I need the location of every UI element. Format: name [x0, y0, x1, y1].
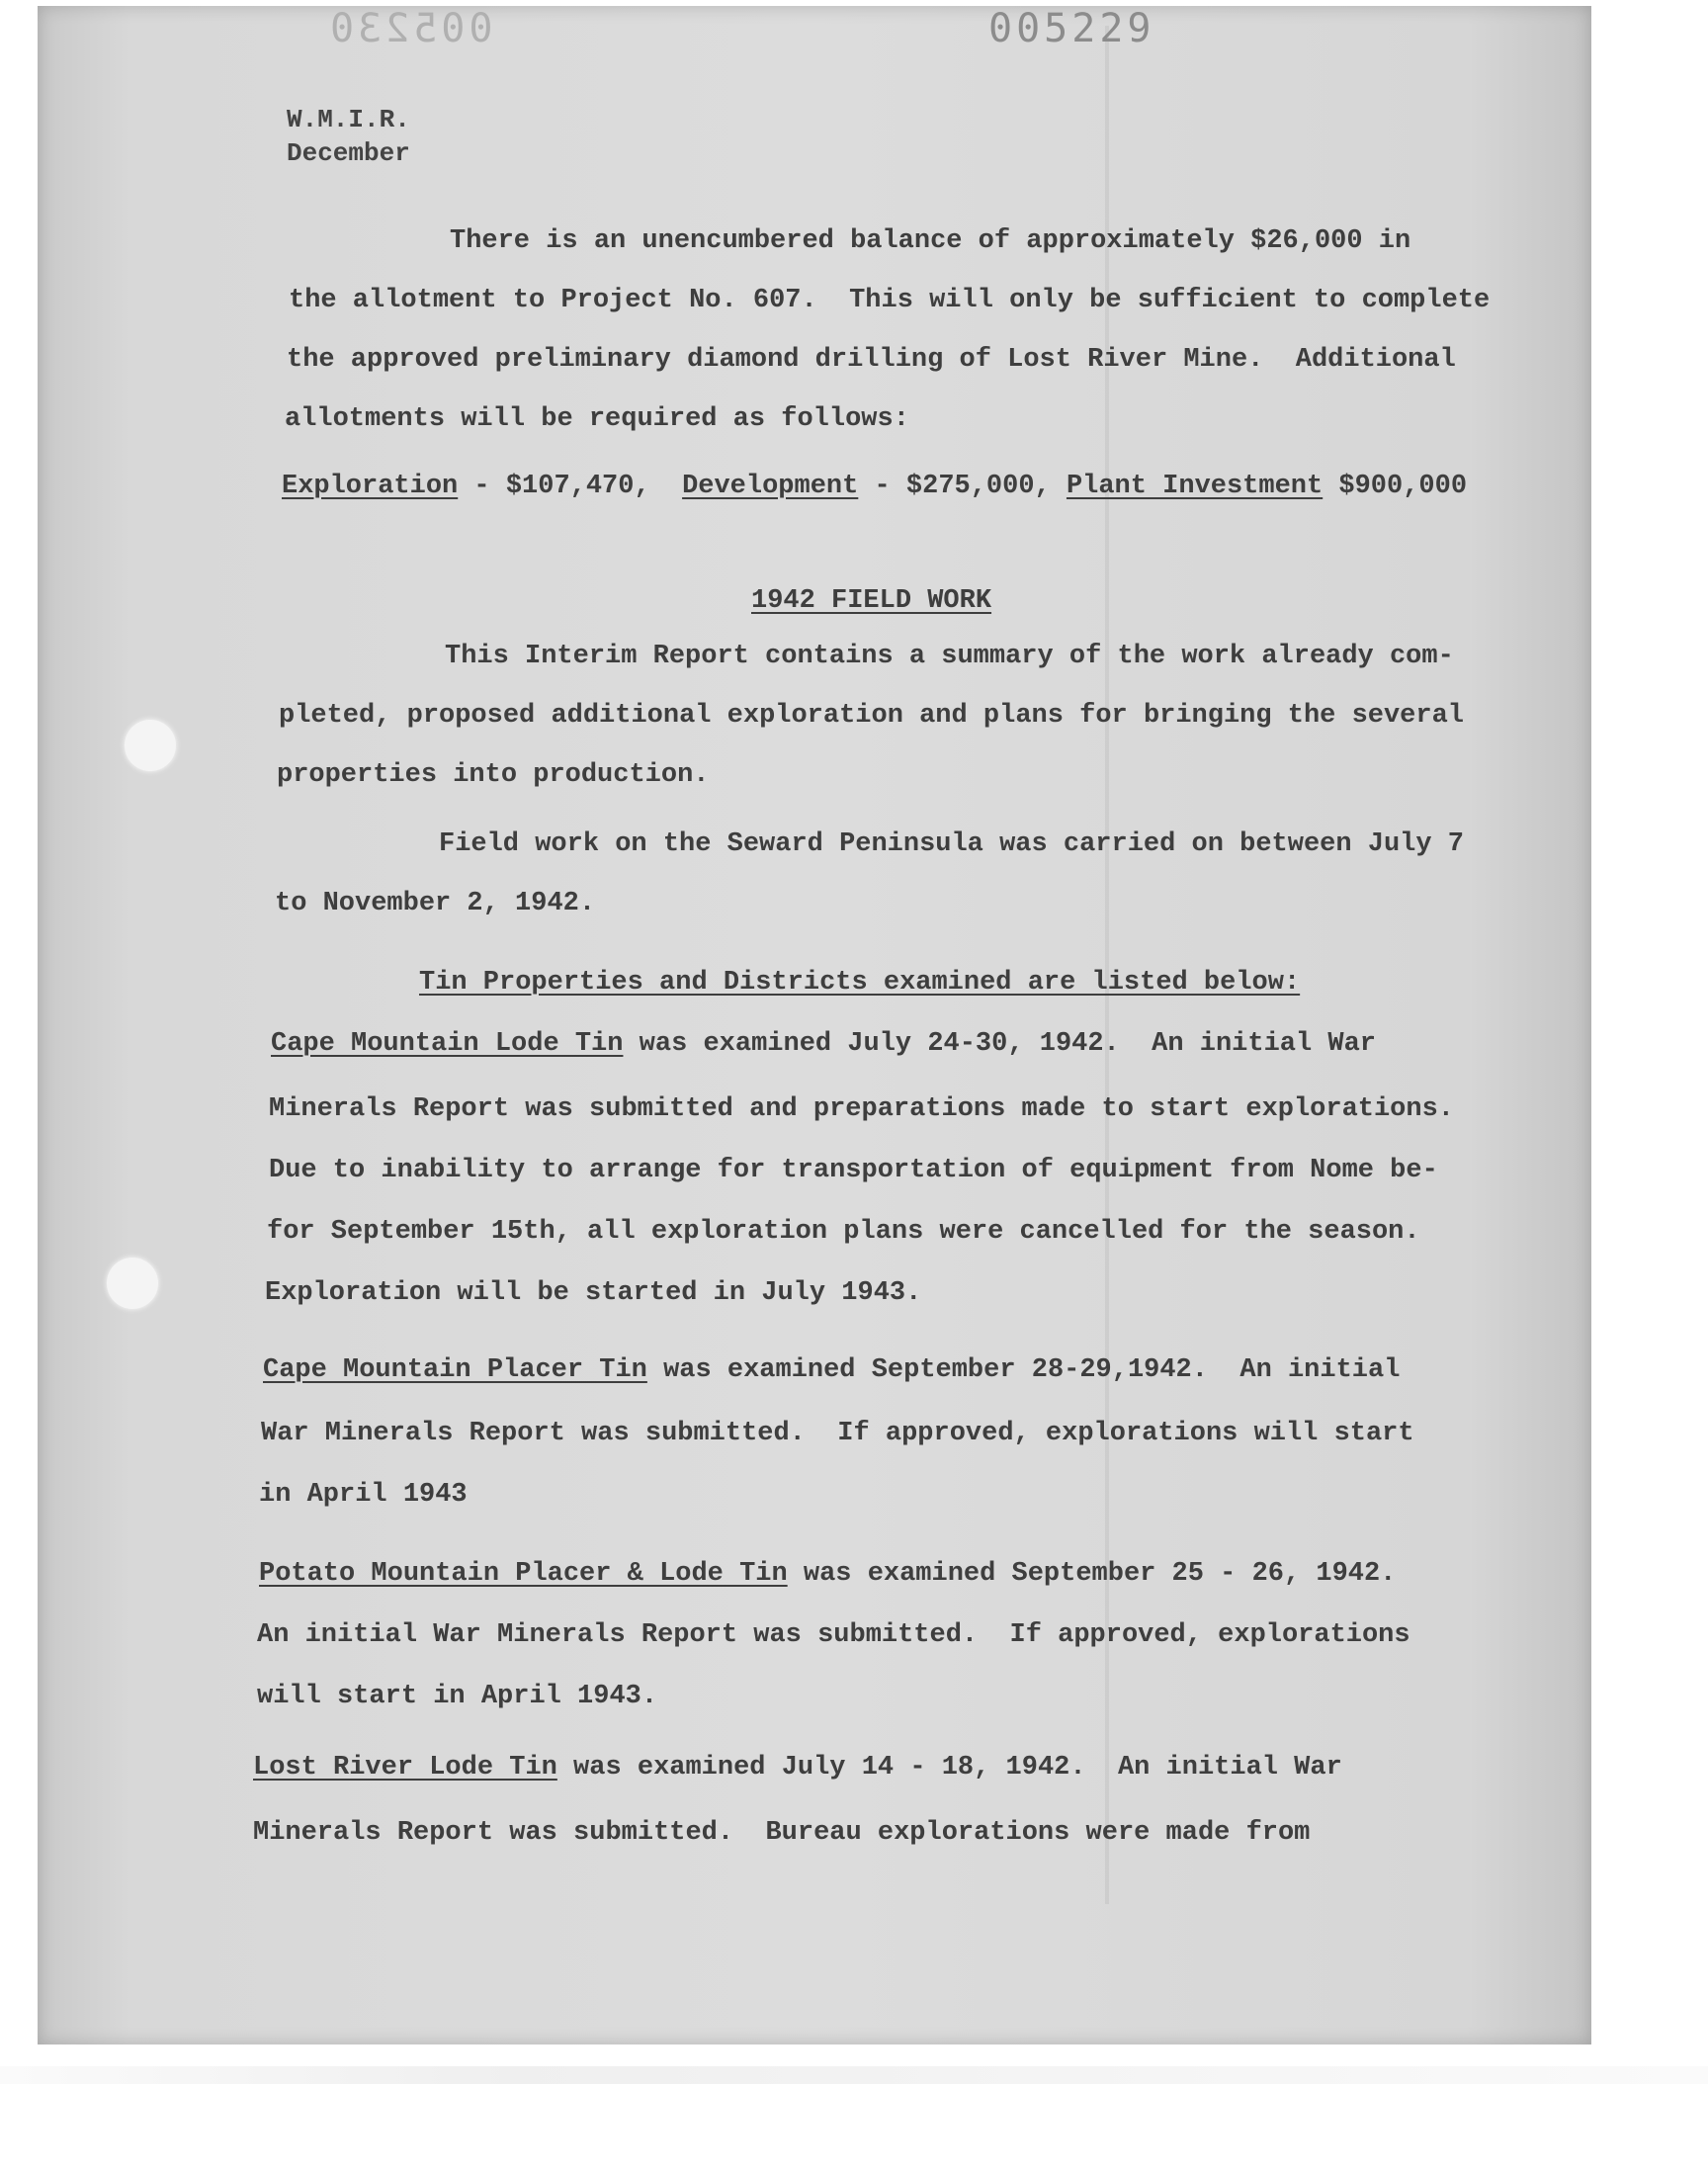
para2-line2: pleted, proposed additional exploration and plans for bringing the several	[279, 701, 1464, 731]
list-heading: Tin Properties and Districts examined are listed below:	[419, 968, 1301, 998]
para3-line1: Field work on the Seward Peninsula was carried on between July 7	[439, 829, 1464, 859]
plant-investment-label: Plant Investment	[1066, 472, 1324, 501]
cape-lode-line3: Due to inability to arrange for transportation of equipment from Nome be-	[269, 1156, 1438, 1185]
exploration-label: Exploration	[282, 472, 459, 501]
development-value: - $275,000,	[858, 472, 1067, 501]
para1-line4: allotments will be required as follows:	[285, 404, 909, 434]
development-label: Development	[682, 472, 859, 501]
cape-placer-line2: War Minerals Report was submitted. If approved, explorations will start	[261, 1419, 1414, 1448]
para2-line1: This Interim Report contains a summary of the work already com-	[445, 642, 1454, 671]
cape-lode-line2: Minerals Report was submitted and preparations made to start explorations.	[269, 1094, 1454, 1124]
cape-lode-text1: was examined July 24-30, 1942. An initial War	[623, 1029, 1376, 1059]
potato-line2: An initial War Minerals Report was submitted. If approved, explorations	[257, 1620, 1410, 1650]
cape-placer-text1: was examined September 28-29,1942. An initial	[646, 1355, 1401, 1385]
allotments-line	[282, 455, 1467, 518]
punch-hole-top	[125, 720, 176, 771]
cape-lode-name: Cape Mountain Lode Tin	[271, 1029, 624, 1059]
plant-investment-value: $900,000	[1323, 472, 1468, 501]
potato-text1: was examined September 25 - 26, 1942.	[787, 1559, 1397, 1589]
cape-placer-line3: in April 1943	[259, 1480, 468, 1510]
lost-river-line2: Minerals Report was submitted. Bureau explorations were made from	[253, 1818, 1311, 1848]
lost-river-line1	[253, 1736, 1342, 1799]
punch-hole-bottom	[107, 1258, 158, 1309]
potato-name: Potato Mountain Placer & Lode Tin	[259, 1559, 788, 1589]
para1-line1: There is an unencumbered balance of approximately $26,000 in	[450, 226, 1411, 256]
potato-line1	[259, 1542, 1396, 1606]
header-code: W.M.I.R.	[287, 105, 410, 134]
para1-line2: the allotment to Project No. 607. This will only be sufficient to complete	[289, 286, 1491, 315]
para2-line3: properties into production.	[277, 760, 710, 790]
memo-header	[287, 103, 410, 170]
para1-line3: the approved preliminary diamond drilling of Lost River Mine. Additional	[287, 345, 1456, 375]
cape-placer-line1	[263, 1339, 1400, 1402]
section-title: 1942 FIELD WORK	[751, 586, 992, 616]
cape-lode-line1	[271, 1012, 1376, 1076]
lost-river-name: Lost River Lode Tin	[253, 1753, 557, 1783]
cape-lode-line4: for September 15th, all exploration plans were cancelled for the season.	[267, 1217, 1420, 1247]
cape-placer-name: Cape Mountain Placer Tin	[263, 1355, 647, 1385]
page-number-stamp: 005229	[988, 6, 1155, 51]
cape-lode-line5: Exploration will be started in July 1943.	[265, 1278, 922, 1308]
lost-river-text1: was examined July 14 - 18, 1942. An initial War	[556, 1753, 1342, 1783]
scan-footer-band	[0, 2066, 1708, 2084]
para3-line2: to November 2, 1942.	[275, 889, 596, 918]
exploration-value: - $107,470,	[458, 472, 683, 501]
mirrored-page-stamp: 005230	[326, 6, 493, 51]
potato-line3: will start in April 1943.	[257, 1682, 658, 1711]
header-month: December	[287, 138, 410, 168]
